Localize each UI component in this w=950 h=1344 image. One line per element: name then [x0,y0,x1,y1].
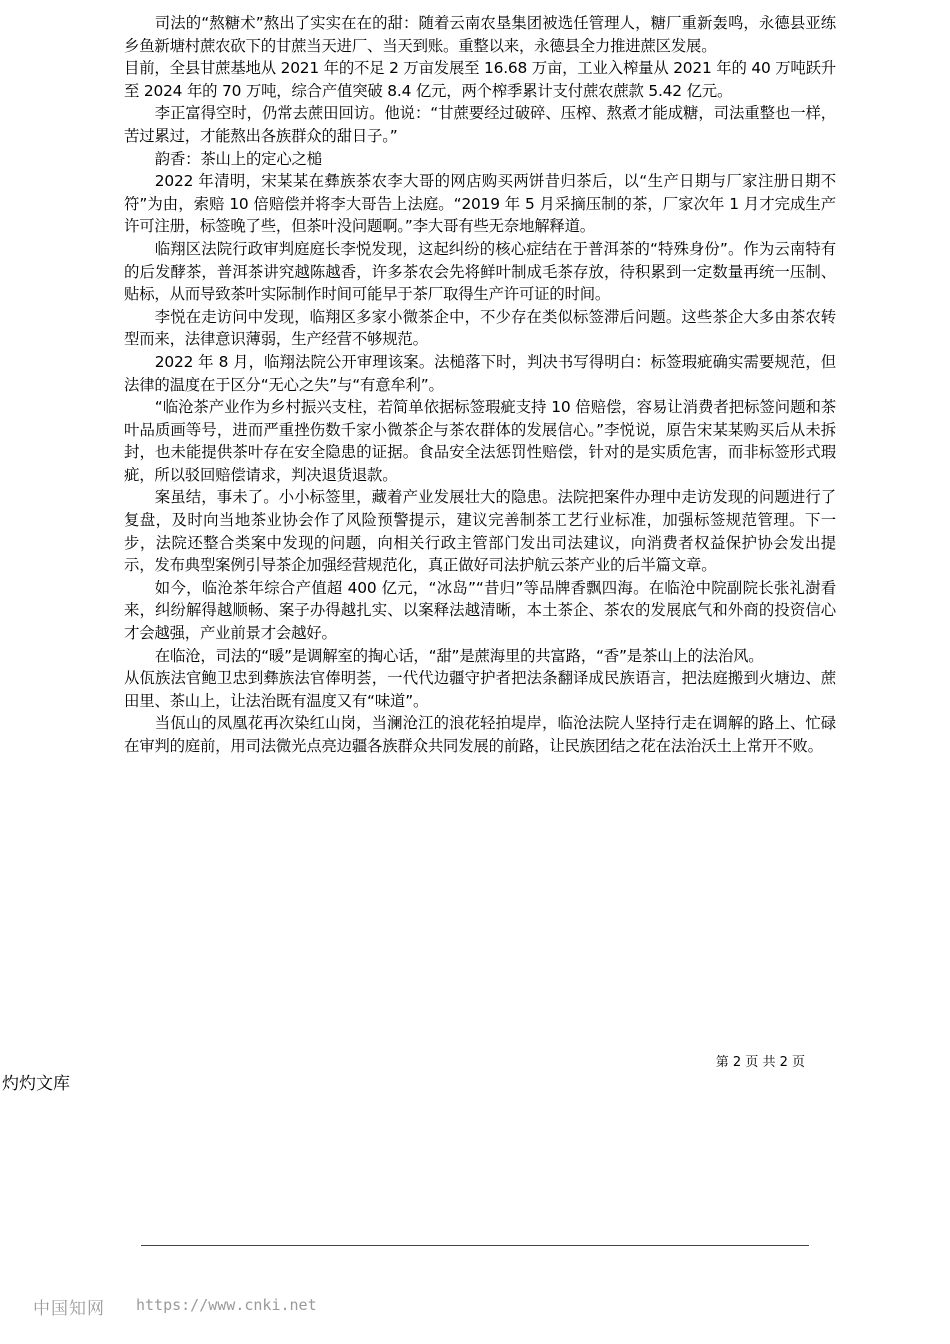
paragraph-sugar-results: 司法的“熬糖术”熬出了实实在在的甜：随着云南农垦集团被选任管理人，糖厂重新轰鸣，永德县亚练乡鱼新塘村蔗农砍下的甘蔗当天进厂、当天到账。重整以来，永德县全力推进蔗区发展。 [124,14,836,55]
paragraph-closing: 当佤山的凤凰花再次染红山岗，当澜沧江的浪花轻拍堤岸，临沧法院人坚持行走在调解的路上、忙碌在审判的庭前，用司法微光点亮边疆各族群众共同发展的前路，让民族团结之花在法治沃土上常开不败。 [124,714,836,755]
paragraph-judgment-quote: “临沧茶产业作为乡村振兴支柱，若简单依据标签瑕疵支持 10 倍赔偿，容易让消费者把标签问题和茶叶品质画等号，进而严重挫伤数千家小微茶企与茶农群体的发展信心。”李悦说，原告宋某某购买后从未拆封，也未能提供茶叶存在安全隐患的证据。食品安全法惩罚性赔偿，针对的是实质危害，而非标签形式瑕疵，所以驳回赔偿请求，判决退货退款。 [124,398,836,484]
article-body [124,12,836,758]
section-heading-tea: 韵香：茶山上的定心之槌 [154,149,322,168]
paragraph-ethnic-judges: 从佤族法官鲍卫忠到彝族法官俸明荟，一代代边疆守护者把法条翻译成民族语言，把法庭搬到火塘边、蔗田里、茶山上，让法治既有温度又有“味道”。 [124,669,836,710]
paragraph-label-lag: 李悦在走访问中发现，临翔区多家小微茶企中，不少存在类似标签滞后问题。这些茶企大多由茶农转型而来，法律意识薄弱，生产经营不够规范。 [124,307,836,349]
paragraph-trial: 2022 年 8 月，临翔法院公开审理该案。法槌落下时，判决书写得明白：标签瑕疵确实需要规范，但法律的温度在于区分“无心之失”与“有意牟利”。 [124,352,836,394]
paragraph-sugar-figures: 目前，全县甘蔗基地从 2021 年的不足 2 万亩发展至 16.68 万亩，工业入榨量从 2021 年的 40 万吨跃升至 2024 年的 70 万吨，综合产值突破 8.4 亿元，两个榨季累计支付蔗农蔗款 5.42 亿元。 [124,59,836,100]
paragraph-puer-identity: 临翔区法院行政审判庭庭长李悦发现，这起纠纷的核心症结在于普洱茶的“特殊身份”。作为云南特有的后发酵茶，普洱茶讲究越陈越香，许多茶农会先将鲜叶制成毛茶存放，待积累到一定数量再统一压制、贴标，从而导致茶叶实际制作时间可能早于茶厂取得生产许可证的时间。 [124,239,836,304]
footer-divider [141,1245,809,1246]
paragraph-follow-up: 案虽结，事未了。小小标签里，藏着产业发展壮大的隐患。法院把案件办理中走访发现的问题进行了复盘，及时向当地茶业协会作了风险预警提示，建议完善制茶工艺行业标准，加强标签规范管理。下一步，法院还整合类案中发现的问题，向相关行政主管部门发出司法建议，向消费者权益保护协会发出提示，发布典型案例引导茶企加强经营规范化，真正做好司法护航云茶产业的后半篇文章。 [124,488,836,575]
site-label: 灼灼文库 [2,1074,70,1094]
paragraph-tea-output: 如今，临沧茶年综合产值超 400 亿元，“冰岛”“昔归”等品牌香飘四海。在临沧中院副院长张礼澍看来，纠纷解得越顺畅、案子办得越扎实、以案释法越清晰，本土茶企、茶农的发展底气和外商的投资信心才会越强，产业前景才会越好。 [124,578,836,643]
paragraph-li-quote: 李正富得空时，仍常去蔗田回访。他说：“甘蔗要经过破碎、压榨、熬煮才能成糖，司法重整也一样，苦过累过，才能熬出各族群众的甜日子。” [124,104,836,145]
paragraph-lincang-summary: 在临沧，司法的“暖”是调解室的掏心话，“甜”是蔗海里的共富路，“香”是茶山上的法治风。 [154,646,764,665]
paragraph-tea-case: 2022 年清明，宋某某在彝族茶农李大哥的网店购买两饼昔归茶后，以“生产日期与厂家注册日期不符”为由，索赔 10 倍赔偿并将李大哥告上法庭。“2019 年 5 月采摘压制的茶，厂家次年 1 月才完成生产许可注册，标签晚了些，但茶叶没问题啊。”李大哥有些无奈地解释道。 [124,172,836,236]
cnki-logo: 中国知网 [33,1299,105,1319]
page-number: 第 2 页 共 2 页 [715,1055,805,1070]
cnki-url-link[interactable]: https://www.cnki.net [136,1296,317,1314]
